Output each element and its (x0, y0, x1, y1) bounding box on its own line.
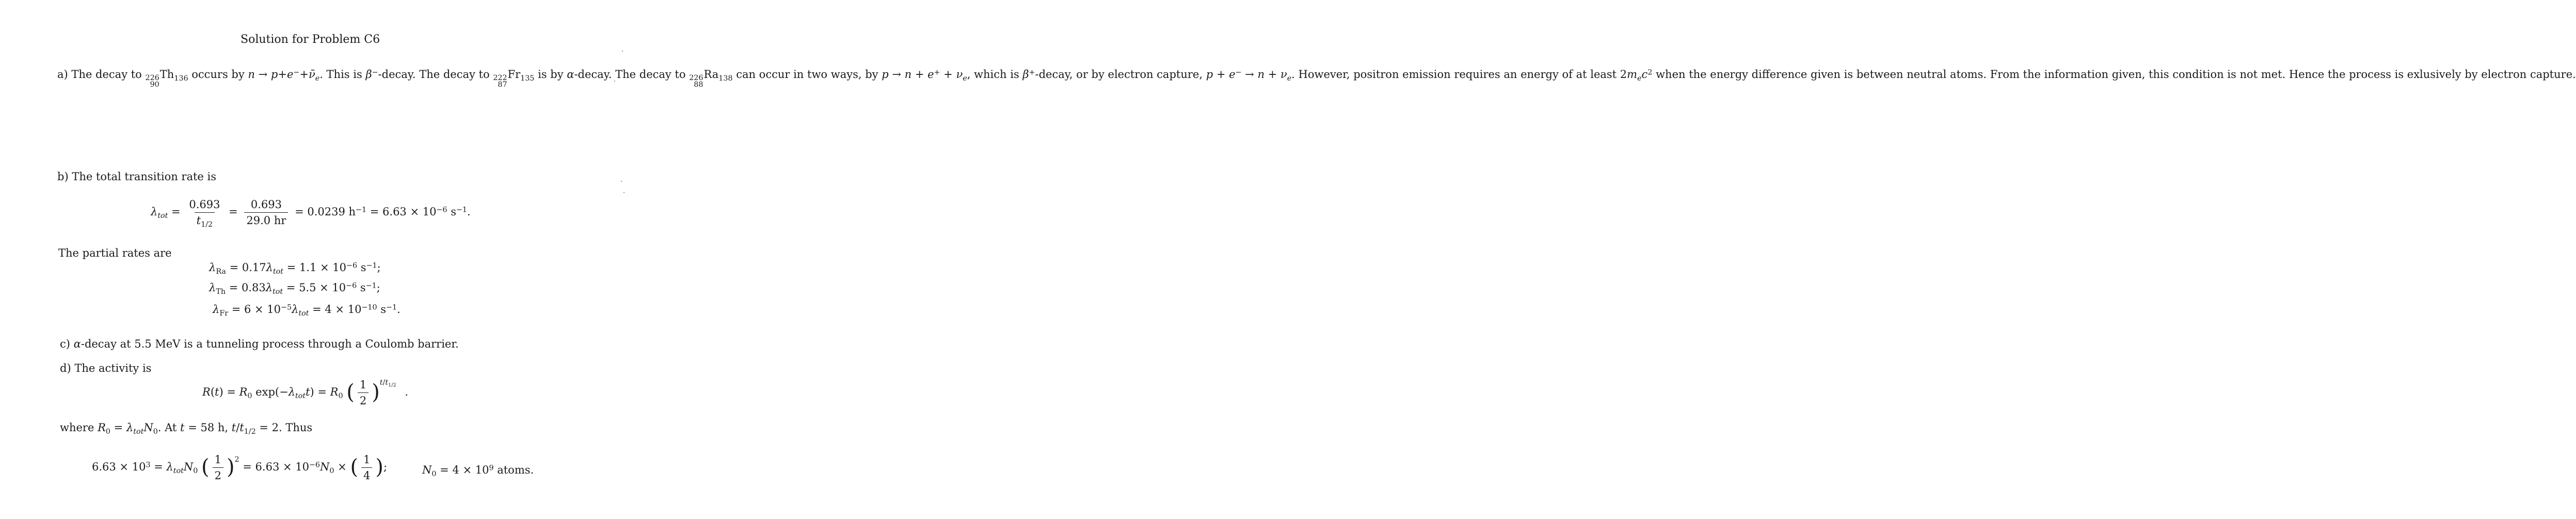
partial-rate-ra: $\lambda_{Ra} = 0.17\lambda_{tot} = 1.1 \times 10^{-6}$ $s^{-1}$; (209, 261, 381, 276)
fr-neutron-number: 135 (520, 74, 535, 83)
scan-speck (614, 81, 615, 82)
part-a-text: However, positron emission requires an energy of at least (1298, 68, 1617, 81)
total-rate-seconds: = 6.63 × 10 (370, 206, 437, 218)
part-a-text: -decay. The decay to (574, 68, 686, 81)
page-title: Solution for Problem C6 (241, 33, 380, 46)
part-d-label: d) (60, 362, 71, 374)
where-line: where $R_0 = \lambda_{tot}N_0$. At t = 58 h, $t/t_{1/2} = 2$. Thus (60, 421, 313, 436)
part-c-label: c) (60, 338, 70, 350)
total-rate-hours: = 0.0239 h (295, 206, 356, 218)
part-d-intro (60, 362, 151, 374)
part-c: c) α-decay at 5.5 MeV is a tunneling process through a Coulomb barrier. (60, 338, 459, 350)
part-a-text: occurs by (191, 68, 245, 81)
ra-nucleus-numbers: 226 88 (689, 73, 703, 89)
part-a-text: is by (538, 68, 564, 81)
ra-symbol: Ra (703, 68, 719, 81)
th-symbol: Th (159, 68, 174, 81)
part-a-label: a) (57, 68, 68, 81)
scan-speck (622, 51, 623, 52)
activity-equation: $R(t) = R_0$ $\exp(-\lambda_{tot}t) = R_0$ ( $\frac{1}{2}$ )$^{t/t_{1/2}}$ . (202, 378, 409, 407)
partial-rate-th: $\lambda_{Th} = 0.83\lambda_{tot} = 5.5 \times 10^{-6}$ $s^{-1}$; (209, 281, 380, 296)
part-a-text: when the energy difference given is between neutral atoms. From the information given, this condition is not met. Hence the process is exlusively by electron capture. (1656, 68, 2576, 81)
th-neutron-number: 136 (174, 74, 188, 83)
part-c-text: -decay at 5.5 MeV is a tunneling process through a Coulomb barrier. (81, 338, 459, 350)
final-equation: $6.63 \times 10^3 = \lambda_{tot}N_0$ ( $\frac{1}{2}$ )$^2 = 6.63 \times 10^{-6}N_0$ × ( $\frac{1}{4}$ ); (92, 453, 388, 482)
partial-rates-intro: The partial rates are (58, 247, 172, 259)
th-nucleus-numbers: 226 90 (145, 73, 159, 89)
partial-rate-fr: $\lambda_{Fr} = 6 \times 10^{-5}\lambda_{tot} = 4 \times 10^{-10}$ $s^{-1}$. (213, 303, 401, 318)
scan-speck (623, 192, 625, 193)
final-result: $N_0 = 4 \times 10^9$ atoms. (422, 464, 534, 478)
part-a-text: -decay, or by electron capture, (1035, 68, 1203, 81)
part-b-intro (57, 170, 216, 183)
ra-neutron-number: 138 (718, 74, 733, 83)
part-a-text: -decay. The decay to (378, 68, 490, 81)
part-a-text: This is (326, 68, 362, 81)
fraction-29hr: $\frac{0.693}{29.0 hr}$ (244, 198, 288, 227)
unit-seconds: s (451, 206, 456, 218)
part-a-text: The decay to (71, 68, 142, 81)
part-a-text: can occur in two ways, by (736, 68, 878, 81)
scan-speck (621, 181, 622, 182)
fr-nucleus-numbers: 222 87 (493, 73, 507, 89)
part-b-label: b) (57, 170, 69, 183)
part-a-paragraph: a) The decay to 226 90 $Th_{136}$ occurs by $n \to p+e^-+\nū_e$. This is β−-decay. The decay to 222 87 $Fr_{135}$ is by α-decay. The decay to 226 88 $Ra_{138}$ can occur in two ways, by $p \to n + e^+ + \nu_e$, which is β+-decay, or by electron capture, $p + e^- \to n + \nu_e$. However, positron emission requires an energy of at least $2m_ec^2$ when the energy difference given is between neutral atoms. From the information given, this condition is not met. Hence the process is exlusively by electron capture. (57, 68, 2576, 89)
part-a-text: which is (974, 68, 1019, 81)
part-d-intro-text: The activity is (74, 362, 152, 374)
fraction-half-life: $\frac{0.693}{t_{1/2}}$ (189, 198, 220, 229)
fr-symbol: Fr (507, 68, 521, 81)
total-rate-equation: $\lambda_{tot}$ = $\frac{0.693}{t_{1/2}}$ = $\frac{0.693}{29.0 hr}$ = 0.0239 $h^{-1} = 6.63 \times 10^{-6}$ $s^{-1}$. (151, 198, 471, 229)
part-b-intro-text: The total transition rate is (72, 170, 217, 183)
